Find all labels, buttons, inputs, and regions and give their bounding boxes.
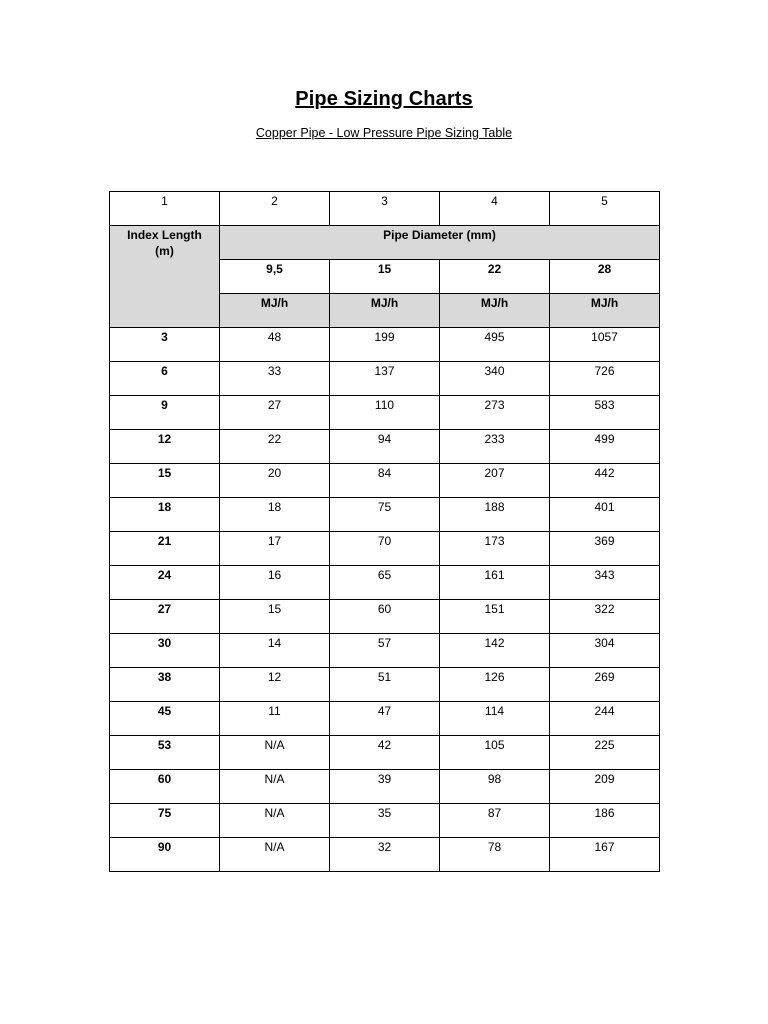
capacity-cell: 137 [330, 362, 440, 396]
diameter-cell: 9,5 [220, 260, 330, 294]
index-length-cell: 15 [110, 464, 220, 498]
capacity-cell: 32 [330, 838, 440, 872]
index-length-cell: 18 [110, 498, 220, 532]
index-length-cell: 30 [110, 634, 220, 668]
capacity-cell: N/A [220, 804, 330, 838]
capacity-cell: 495 [440, 328, 550, 362]
index-length-cell: 24 [110, 566, 220, 600]
capacity-cell: 209 [550, 770, 660, 804]
capacity-cell: 322 [550, 600, 660, 634]
capacity-cell: 22 [220, 430, 330, 464]
capacity-cell: 499 [550, 430, 660, 464]
capacity-cell: 442 [550, 464, 660, 498]
capacity-cell: 583 [550, 396, 660, 430]
capacity-cell: 233 [440, 430, 550, 464]
capacity-cell: 207 [440, 464, 550, 498]
capacity-cell: 1057 [550, 328, 660, 362]
table-row [110, 328, 660, 362]
diameter-cell: 28 [550, 260, 660, 294]
capacity-cell: 173 [440, 532, 550, 566]
table-row [110, 838, 660, 872]
pipe-diameter-header: Pipe Diameter (mm) [220, 226, 660, 260]
capacity-cell: 110 [330, 396, 440, 430]
capacity-cell: 244 [550, 702, 660, 736]
table-row [110, 770, 660, 804]
page-subtitle: Copper Pipe - Low Pressure Pipe Sizing Table [255, 126, 513, 140]
capacity-cell: 343 [550, 566, 660, 600]
capacity-cell: 84 [330, 464, 440, 498]
capacity-cell: 47 [330, 702, 440, 736]
index-length-label: Index Length [127, 228, 202, 242]
capacity-cell: 87 [440, 804, 550, 838]
table-row [110, 736, 660, 770]
capacity-cell: 39 [330, 770, 440, 804]
capacity-cell: 75 [330, 498, 440, 532]
table-row [110, 464, 660, 498]
index-length-cell: 21 [110, 532, 220, 566]
column-number-cell: 2 [220, 192, 330, 226]
capacity-cell: 161 [440, 566, 550, 600]
index-length-cell: 12 [110, 430, 220, 464]
capacity-cell: 27 [220, 396, 330, 430]
capacity-cell: 16 [220, 566, 330, 600]
capacity-cell: 401 [550, 498, 660, 532]
capacity-cell: 114 [440, 702, 550, 736]
capacity-cell: N/A [220, 838, 330, 872]
column-number-cell: 5 [550, 192, 660, 226]
capacity-cell: 15 [220, 600, 330, 634]
capacity-cell: 14 [220, 634, 330, 668]
capacity-cell: 269 [550, 668, 660, 702]
unit-cell: MJ/h [220, 294, 330, 328]
pipe-sizing-table [109, 191, 660, 872]
column-number-cell: 1 [110, 192, 220, 226]
capacity-cell: 225 [550, 736, 660, 770]
unit-cell: MJ/h [440, 294, 550, 328]
column-number-cell: 3 [330, 192, 440, 226]
table-row [110, 532, 660, 566]
index-length-cell: 27 [110, 600, 220, 634]
unit-cell: MJ/h [330, 294, 440, 328]
capacity-cell: 12 [220, 668, 330, 702]
capacity-cell: 17 [220, 532, 330, 566]
table-row [110, 396, 660, 430]
index-length-cell: 60 [110, 770, 220, 804]
table-row [110, 600, 660, 634]
capacity-cell: 167 [550, 838, 660, 872]
table-row [110, 566, 660, 600]
capacity-cell: 369 [550, 532, 660, 566]
capacity-cell: 142 [440, 634, 550, 668]
capacity-cell: 57 [330, 634, 440, 668]
capacity-cell: 186 [550, 804, 660, 838]
group-header-row [110, 226, 660, 260]
table-row [110, 702, 660, 736]
capacity-cell: 94 [330, 430, 440, 464]
index-length-cell: 9 [110, 396, 220, 430]
capacity-cell: 48 [220, 328, 330, 362]
index-length-cell: 90 [110, 838, 220, 872]
capacity-cell: 78 [440, 838, 550, 872]
table-row [110, 804, 660, 838]
index-length-cell: 53 [110, 736, 220, 770]
table-row [110, 634, 660, 668]
capacity-cell: 188 [440, 498, 550, 532]
capacity-cell: 273 [440, 396, 550, 430]
index-length-cell: 6 [110, 362, 220, 396]
index-length-header [110, 226, 220, 328]
capacity-cell: 60 [330, 600, 440, 634]
capacity-cell: 199 [330, 328, 440, 362]
table-row [110, 668, 660, 702]
capacity-cell: 304 [550, 634, 660, 668]
index-length-unit: (m) [155, 244, 174, 258]
column-number-cell: 4 [440, 192, 550, 226]
table-row [110, 498, 660, 532]
capacity-cell: 35 [330, 804, 440, 838]
capacity-cell: N/A [220, 770, 330, 804]
capacity-cell: 151 [440, 600, 550, 634]
capacity-cell: 105 [440, 736, 550, 770]
diameter-cell: 22 [440, 260, 550, 294]
capacity-cell: 18 [220, 498, 330, 532]
capacity-cell: 51 [330, 668, 440, 702]
capacity-cell: 340 [440, 362, 550, 396]
capacity-cell: 11 [220, 702, 330, 736]
table-row [110, 430, 660, 464]
capacity-cell: 42 [330, 736, 440, 770]
index-length-cell: 45 [110, 702, 220, 736]
column-number-row [110, 192, 660, 226]
index-length-cell: 75 [110, 804, 220, 838]
table-row [110, 362, 660, 396]
index-length-cell: 3 [110, 328, 220, 362]
diameter-cell: 15 [330, 260, 440, 294]
capacity-cell: N/A [220, 736, 330, 770]
unit-cell: MJ/h [550, 294, 660, 328]
index-length-cell: 38 [110, 668, 220, 702]
capacity-cell: 98 [440, 770, 550, 804]
capacity-cell: 126 [440, 668, 550, 702]
page-title: Pipe Sizing Charts [295, 88, 473, 110]
capacity-cell: 70 [330, 532, 440, 566]
capacity-cell: 65 [330, 566, 440, 600]
capacity-cell: 20 [220, 464, 330, 498]
capacity-cell: 33 [220, 362, 330, 396]
capacity-cell: 726 [550, 362, 660, 396]
